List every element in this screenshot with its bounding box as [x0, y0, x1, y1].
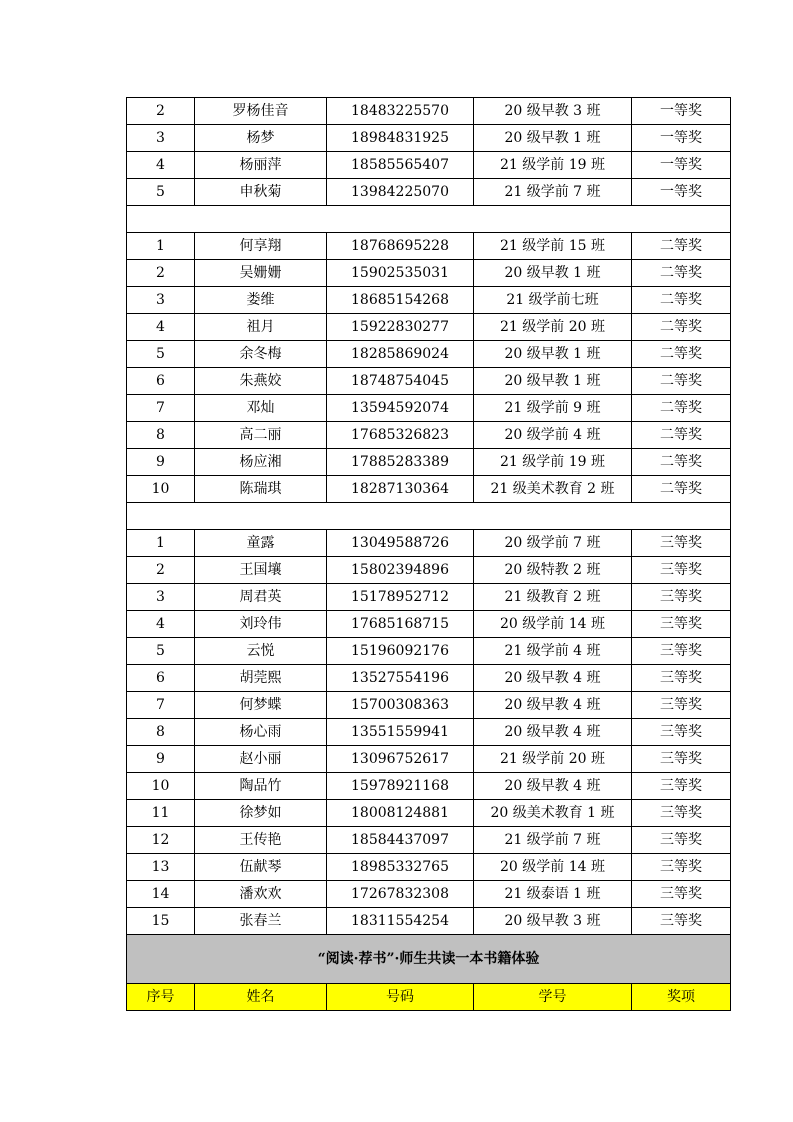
cell-phone: 13984225070: [327, 179, 474, 206]
table-row: [127, 476, 731, 503]
table-row: [127, 179, 731, 206]
cell-class: 20 级学前 4 班: [474, 422, 632, 449]
cell-no: 5: [127, 179, 195, 206]
cell-phone: 15700308363: [327, 692, 474, 719]
cell-phone: 15922830277: [327, 314, 474, 341]
cell-award: 三等奖: [632, 530, 731, 557]
header-student-id: 学号: [474, 984, 632, 1011]
cell-no: 8: [127, 719, 195, 746]
table-row: [127, 341, 731, 368]
cell-phone: 17685168715: [327, 611, 474, 638]
cell-class: 20 级学前 14 班: [474, 854, 632, 881]
cell-no: 4: [127, 611, 195, 638]
cell-award: 三等奖: [632, 719, 731, 746]
cell-no: 3: [127, 584, 195, 611]
cell-class: 21 级泰语 1 班: [474, 881, 632, 908]
table-row: [127, 692, 731, 719]
table-row: [127, 746, 731, 773]
table-row: [127, 152, 731, 179]
cell-phone: 18287130364: [327, 476, 474, 503]
table-row: [127, 260, 731, 287]
cell-no: 2: [127, 557, 195, 584]
cell-no: 4: [127, 314, 195, 341]
cell-award: 三等奖: [632, 638, 731, 665]
cell-phone: 18985332765: [327, 854, 474, 881]
cell-award: 一等奖: [632, 152, 731, 179]
cell-award: 二等奖: [632, 287, 731, 314]
cell-name: 何享翔: [195, 233, 327, 260]
cell-no: 14: [127, 881, 195, 908]
cell-award: 三等奖: [632, 827, 731, 854]
table-row: [127, 665, 731, 692]
header-phone: 号码: [327, 984, 474, 1011]
cell-class: 21 级教育 2 班: [474, 584, 632, 611]
cell-name: 陶品竹: [195, 773, 327, 800]
cell-name: 申秋菊: [195, 179, 327, 206]
cell-no: 6: [127, 368, 195, 395]
next-section: [127, 935, 731, 1011]
cell-name: 周君英: [195, 584, 327, 611]
cell-phone: 18768695228: [327, 233, 474, 260]
cell-name: 徐梦如: [195, 800, 327, 827]
third-prize-group: [127, 530, 731, 935]
cell-phone: 13551559941: [327, 719, 474, 746]
cell-award: 二等奖: [632, 314, 731, 341]
cell-name: 胡莞熙: [195, 665, 327, 692]
cell-phone: 17267832308: [327, 881, 474, 908]
cell-award: 一等奖: [632, 98, 731, 125]
cell-phone: 13049588726: [327, 530, 474, 557]
cell-phone: 15196092176: [327, 638, 474, 665]
cell-name: 杨心雨: [195, 719, 327, 746]
cell-name: 王传艳: [195, 827, 327, 854]
cell-class: 21 级学前 20 班: [474, 746, 632, 773]
cell-class: 20 级美术教育 1 班: [474, 800, 632, 827]
cell-phone: 18685154268: [327, 287, 474, 314]
cell-name: 杨丽萍: [195, 152, 327, 179]
spacer-row: [127, 206, 731, 233]
table-row: [127, 854, 731, 881]
cell-award: 二等奖: [632, 395, 731, 422]
table-row: [127, 422, 731, 449]
cell-name: 云悦: [195, 638, 327, 665]
section-title-row: [127, 935, 731, 984]
cell-class: 20 级早教 4 班: [474, 773, 632, 800]
cell-award: 一等奖: [632, 179, 731, 206]
cell-no: 9: [127, 746, 195, 773]
cell-class: 21 级学前 19 班: [474, 152, 632, 179]
cell-class: 20 级早教 4 班: [474, 719, 632, 746]
cell-no: 10: [127, 476, 195, 503]
table-row: [127, 125, 731, 152]
spacer-group-1: [127, 206, 731, 233]
cell-class: 20 级特教 2 班: [474, 557, 632, 584]
cell-no: 9: [127, 449, 195, 476]
cell-name: 伍献琴: [195, 854, 327, 881]
cell-name: 张春兰: [195, 908, 327, 935]
cell-class: 20 级早教 1 班: [474, 260, 632, 287]
cell-no: 11: [127, 800, 195, 827]
cell-no: 4: [127, 152, 195, 179]
cell-no: 6: [127, 665, 195, 692]
cell-no: 13: [127, 854, 195, 881]
cell-phone: 18984831925: [327, 125, 474, 152]
cell-class: 21 级学前 19 班: [474, 449, 632, 476]
cell-name: 娄维: [195, 287, 327, 314]
cell-class: 21 级学前 7 班: [474, 179, 632, 206]
cell-phone: 18008124881: [327, 800, 474, 827]
cell-no: 2: [127, 260, 195, 287]
award-table: [126, 97, 731, 1011]
cell-name: 祖月: [195, 314, 327, 341]
cell-no: 12: [127, 827, 195, 854]
cell-name: 杨梦: [195, 125, 327, 152]
cell-no: 3: [127, 287, 195, 314]
header-no: 序号: [127, 984, 195, 1011]
cell-award: 二等奖: [632, 341, 731, 368]
cell-no: 5: [127, 341, 195, 368]
header-name: 姓名: [195, 984, 327, 1011]
table-row: [127, 368, 731, 395]
cell-award: 一等奖: [632, 125, 731, 152]
cell-award: 二等奖: [632, 422, 731, 449]
cell-award: 三等奖: [632, 854, 731, 881]
table-row: [127, 449, 731, 476]
table-row: [127, 395, 731, 422]
table-row: [127, 287, 731, 314]
cell-class: 20 级早教 4 班: [474, 665, 632, 692]
cell-name: 何梦蝶: [195, 692, 327, 719]
cell-class: 21 级学前 20 班: [474, 314, 632, 341]
cell-phone: 15978921168: [327, 773, 474, 800]
cell-no: 2: [127, 98, 195, 125]
cell-phone: 15178952712: [327, 584, 474, 611]
table-row: [127, 773, 731, 800]
cell-phone: 18585565407: [327, 152, 474, 179]
header-row: [127, 984, 731, 1011]
cell-class: 21 级学前 15 班: [474, 233, 632, 260]
cell-class: 20 级早教 3 班: [474, 908, 632, 935]
cell-no: 1: [127, 233, 195, 260]
cell-no: 1: [127, 530, 195, 557]
cell-no: 7: [127, 692, 195, 719]
cell-award: 三等奖: [632, 611, 731, 638]
spacer-row: [127, 503, 731, 530]
cell-phone: 18311554254: [327, 908, 474, 935]
cell-award: 二等奖: [632, 368, 731, 395]
table-row: [127, 233, 731, 260]
section-title: “阅读·荐书”·师生共读一本书籍体验: [127, 935, 731, 984]
cell-phone: 17885283389: [327, 449, 474, 476]
cell-award: 三等奖: [632, 557, 731, 584]
header-award: 奖项: [632, 984, 731, 1011]
cell-class: 21 级学前 4 班: [474, 638, 632, 665]
cell-award: 二等奖: [632, 476, 731, 503]
first-prize-group: [127, 98, 731, 206]
table-row: [127, 314, 731, 341]
cell-name: 童露: [195, 530, 327, 557]
cell-name: 吴姗姗: [195, 260, 327, 287]
cell-class: 20 级早教 1 班: [474, 125, 632, 152]
cell-name: 王国壤: [195, 557, 327, 584]
cell-award: 二等奖: [632, 260, 731, 287]
cell-name: 罗杨佳音: [195, 98, 327, 125]
cell-class: 21 级学前七班: [474, 287, 632, 314]
cell-class: 20 级早教 1 班: [474, 368, 632, 395]
cell-no: 7: [127, 395, 195, 422]
cell-phone: 17685326823: [327, 422, 474, 449]
cell-phone: 15902535031: [327, 260, 474, 287]
cell-award: 三等奖: [632, 881, 731, 908]
cell-award: 三等奖: [632, 908, 731, 935]
cell-phone: 15802394896: [327, 557, 474, 584]
second-prize-group: [127, 233, 731, 503]
cell-award: 三等奖: [632, 584, 731, 611]
cell-name: 高二丽: [195, 422, 327, 449]
cell-phone: 18285869024: [327, 341, 474, 368]
table-row: [127, 827, 731, 854]
table-row: [127, 881, 731, 908]
cell-award: 二等奖: [632, 449, 731, 476]
cell-award: 三等奖: [632, 746, 731, 773]
cell-award: 三等奖: [632, 692, 731, 719]
cell-name: 朱燕姣: [195, 368, 327, 395]
cell-award: 三等奖: [632, 800, 731, 827]
cell-phone: 13096752617: [327, 746, 474, 773]
cell-name: 潘欢欢: [195, 881, 327, 908]
cell-name: 邓灿: [195, 395, 327, 422]
cell-name: 陈瑞琪: [195, 476, 327, 503]
cell-no: 15: [127, 908, 195, 935]
cell-name: 杨应湘: [195, 449, 327, 476]
cell-phone: 13527554196: [327, 665, 474, 692]
cell-class: 21 级学前 9 班: [474, 395, 632, 422]
table-row: [127, 611, 731, 638]
cell-phone: 18748754045: [327, 368, 474, 395]
cell-name: 刘玲伟: [195, 611, 327, 638]
cell-class: 20 级早教 4 班: [474, 692, 632, 719]
cell-phone: 13594592074: [327, 395, 474, 422]
cell-class: 20 级学前 7 班: [474, 530, 632, 557]
table-row: [127, 800, 731, 827]
cell-class: 21 级美术教育 2 班: [474, 476, 632, 503]
cell-no: 8: [127, 422, 195, 449]
spacer-group-2: [127, 503, 731, 530]
cell-class: 20 级早教 3 班: [474, 98, 632, 125]
cell-class: 20 级早教 1 班: [474, 341, 632, 368]
table-row: [127, 638, 731, 665]
cell-no: 3: [127, 125, 195, 152]
table-row: [127, 719, 731, 746]
table-row: [127, 584, 731, 611]
cell-class: 20 级学前 14 班: [474, 611, 632, 638]
cell-name: 赵小丽: [195, 746, 327, 773]
cell-award: 三等奖: [632, 773, 731, 800]
table-row: [127, 908, 731, 935]
cell-award: 三等奖: [632, 665, 731, 692]
table-row: [127, 557, 731, 584]
table-row: [127, 530, 731, 557]
cell-award: 二等奖: [632, 233, 731, 260]
cell-name: 余冬梅: [195, 341, 327, 368]
cell-phone: 18483225570: [327, 98, 474, 125]
cell-class: 21 级学前 7 班: [474, 827, 632, 854]
cell-phone: 18584437097: [327, 827, 474, 854]
table-row: [127, 98, 731, 125]
cell-no: 5: [127, 638, 195, 665]
cell-no: 10: [127, 773, 195, 800]
